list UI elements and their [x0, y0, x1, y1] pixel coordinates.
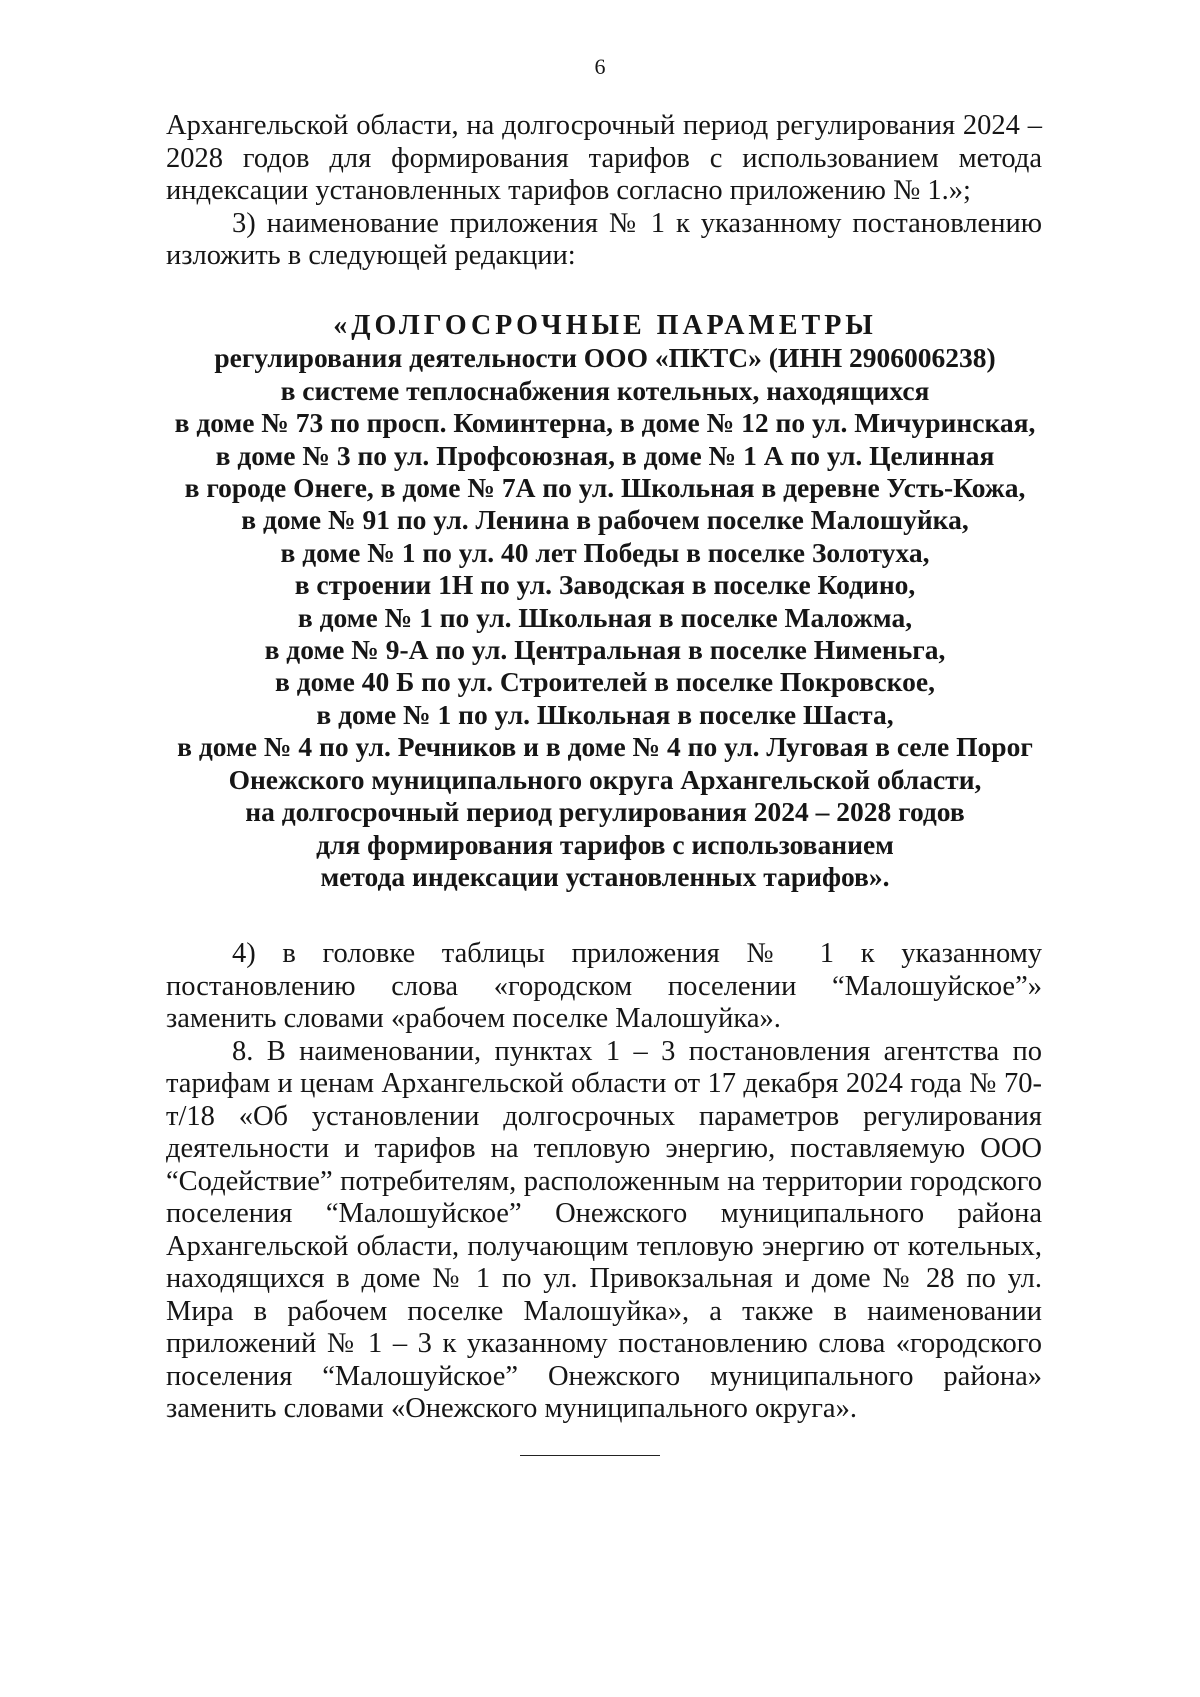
paragraph-item-8: 8. В наименовании, пунктах 1 – 3 постановления агентства по тарифам и ценам Архангельской области от 17 декабря 2024 года № 70-т/18 «Об установлении долгосрочных параметров регулирования деятельности и тарифов на тепловую энергию, поставляемую ООО “Содействие” потребителям, расположенным на территории городского поселения “Малошуйское” Онежского муниципального района Архангельской области, получающим тепловую энергию от котельных, находящихся в доме № 1 по ул. Привокзальная и доме № 28 по ул. Мира в рабочем поселке Малошуйка», а также в наименовании приложений № 1 – 3 к указанному постановлению слова «городского поселения “Малошуйское” Онежского муниципального района» заменить словами «Онежского муниципального округа». [166, 1035, 1042, 1424]
heading-line: для формирования тарифов с использованием [316, 828, 894, 860]
intro-block [166, 110, 1042, 273]
heading-line: в городе Онеге, в доме № 7А по ул. Школьная в деревне Усть-Кожа, [184, 472, 1026, 504]
intro-paragraph-item-3: 3) наименование приложения № 1 к указанному постановлению изложить в следующей редакции: [166, 207, 1042, 271]
heading-line: в системе теплоснабжения котельных, находящихся [280, 374, 930, 406]
intro-paragraph-continuation: Архангельской области, на долгосрочный период регулирования 2024 – 2028 годов для формирования тарифов с использованием метода индексации установленных тарифов согласно приложению № 1.»; [166, 110, 1042, 206]
page-number: 6 [594, 54, 606, 79]
heading-line: в доме 40 Б по ул. Строителей в поселке Покровское, [275, 666, 935, 698]
appendix-heading [120, 310, 1090, 893]
heading-line: в доме № 3 по ул. Профсоюзная, в доме № 1 А по ул. Целинная [215, 439, 995, 471]
body-block [166, 938, 1042, 1426]
paragraph-item-4: 4) в головке таблицы приложения № 1 к указанному постановлению слова «городском поселении “Малошуйское”» заменить словами «рабочем поселке Малошуйка». [166, 938, 1042, 1034]
heading-line: в строении 1Н по ул. Заводская в поселке Кодино, [294, 569, 916, 601]
heading-line: метода индексации установленных тарифов». [320, 860, 890, 892]
heading-title: «ДОЛГОСРОЧНЫЕ ПАРАМЕТРЫ [333, 310, 877, 341]
heading-line: в доме № 73 по просп. Коминтерна, в доме № 12 по ул. Мичуринская, [174, 407, 1036, 439]
heading-line: в доме № 9-А по ул. Центральная в поселке Нименьга, [264, 634, 946, 666]
heading-line: в доме № 91 по ул. Ленина в рабочем поселке Малошуйка, [241, 504, 969, 536]
heading-line: в доме № 1 по ул. 40 лет Победы в поселке Золотуха, [280, 536, 930, 568]
heading-line: в доме № 1 по ул. Школьная в поселке Шаста, [316, 698, 894, 730]
heading-line: регулирования деятельности ООО «ПКТС» (ИНН 2906006238) [214, 342, 996, 374]
end-rule [520, 1455, 660, 1456]
heading-line: на долгосрочный период регулирования 2024 – 2028 годов [245, 796, 965, 828]
heading-line: в доме № 1 по ул. Школьная в поселке Маложма, [297, 601, 913, 633]
heading-line: в доме № 4 по ул. Речников и в доме № 4 по ул. Луговая в селе Порог [177, 731, 1033, 763]
heading-line: Онежского муниципального округа Архангельской области, [228, 763, 982, 795]
